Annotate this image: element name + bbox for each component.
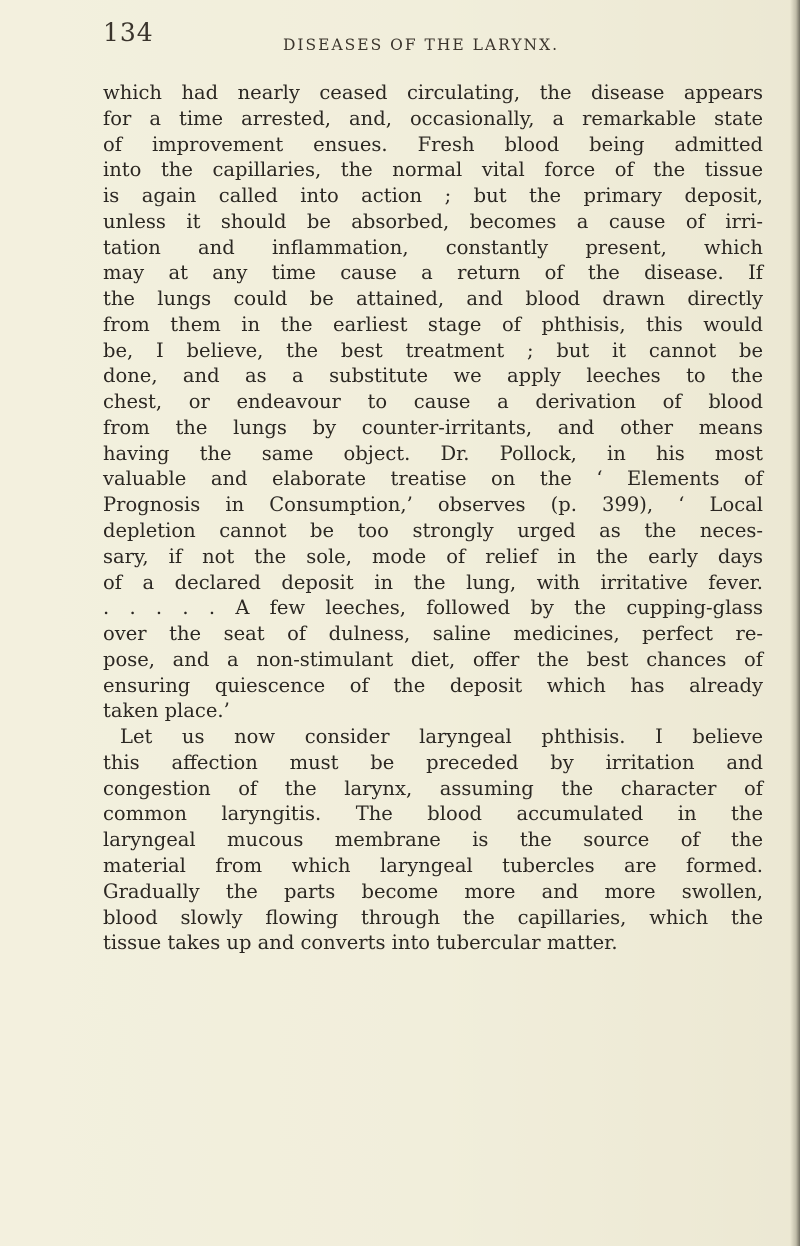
text-line: done, and as a substitute we apply leeches to the (103, 364, 763, 388)
text-line: which had nearly ceased circulating, the disease appears (103, 81, 763, 104)
text-line: this affection must be preceded by irritation and (103, 750, 763, 774)
text-line: . . . . . A few leeches, followed by the cupping-glass (103, 596, 763, 620)
text-line: chest, or endeavour to cause a derivation of blood (103, 390, 763, 414)
text-line: the lungs could be attained, and blood drawn directly (103, 287, 763, 311)
text-line: blood slowly flowing through the capillaries, which the (103, 905, 763, 929)
text-line: may at any time cause a return of the disease. If (103, 261, 763, 285)
text-line: over the seat of dulness, saline medicines, perfect re- (103, 622, 763, 646)
text-line: having the same object. Dr. Pollock, in his most (103, 441, 763, 465)
text-line: for a time arrested, and, occasionally, a remarkable state (103, 106, 763, 130)
text-line: taken place.’ (103, 699, 230, 723)
text-line: laryngeal mucous membrane is the source of the (103, 828, 763, 852)
body-text (103, 80, 763, 956)
text-line: Prognosis in Consumption,’ observes (p. 399), ‘ Local (103, 493, 763, 517)
text-line: from them in the earliest stage of phthisis, this would (103, 312, 763, 336)
text-line: material from which laryngeal tubercles are formed. (103, 853, 763, 877)
page-number: 134 (103, 18, 154, 47)
page-header (103, 18, 763, 68)
text-line: common laryngitis. The blood accumulated in the (103, 802, 763, 826)
text-line: Let us now consider laryngeal phthisis. I believe (120, 725, 763, 749)
text-line: tation and inflammation, constantly present, which (103, 235, 763, 259)
text-line: tissue takes up and converts into tubercular matter. (103, 931, 618, 955)
text-line: sary, if not the sole, mode of relief in the early days (103, 544, 763, 568)
text-line: of a declared deposit in the lung, with irritative fever. (103, 570, 763, 594)
text-line: valuable and elaborate treatise on the ‘ Elements of (103, 467, 763, 491)
running-title: DISEASES OF THE LARYNX. (283, 36, 560, 54)
text-line: be, I believe, the best treatment ; but it cannot be (103, 338, 763, 362)
text-line: ensuring quiescence of the deposit which has already (103, 673, 763, 697)
text-line: of improvement ensues. Fresh blood being admitted (103, 132, 763, 156)
text-line: pose, and a non-stimulant diet, offer the best chances of (103, 647, 763, 671)
text-line: Gradually the parts become more and more swollen, (103, 879, 763, 903)
text-line: depletion cannot be too strongly urged as the neces- (103, 519, 763, 543)
text-line: is again called into action ; but the primary deposit, (103, 184, 763, 208)
text-line: congestion of the larynx, assuming the character of (103, 776, 763, 800)
text-line: into the capillaries, the normal vital force of the tissue (103, 158, 763, 182)
text-line: unless it should be absorbed, becomes a cause of irri- (103, 209, 763, 233)
text-line: from the lungs by counter-irritants, and other means (103, 415, 763, 439)
page-edge-shadow (790, 0, 800, 1246)
